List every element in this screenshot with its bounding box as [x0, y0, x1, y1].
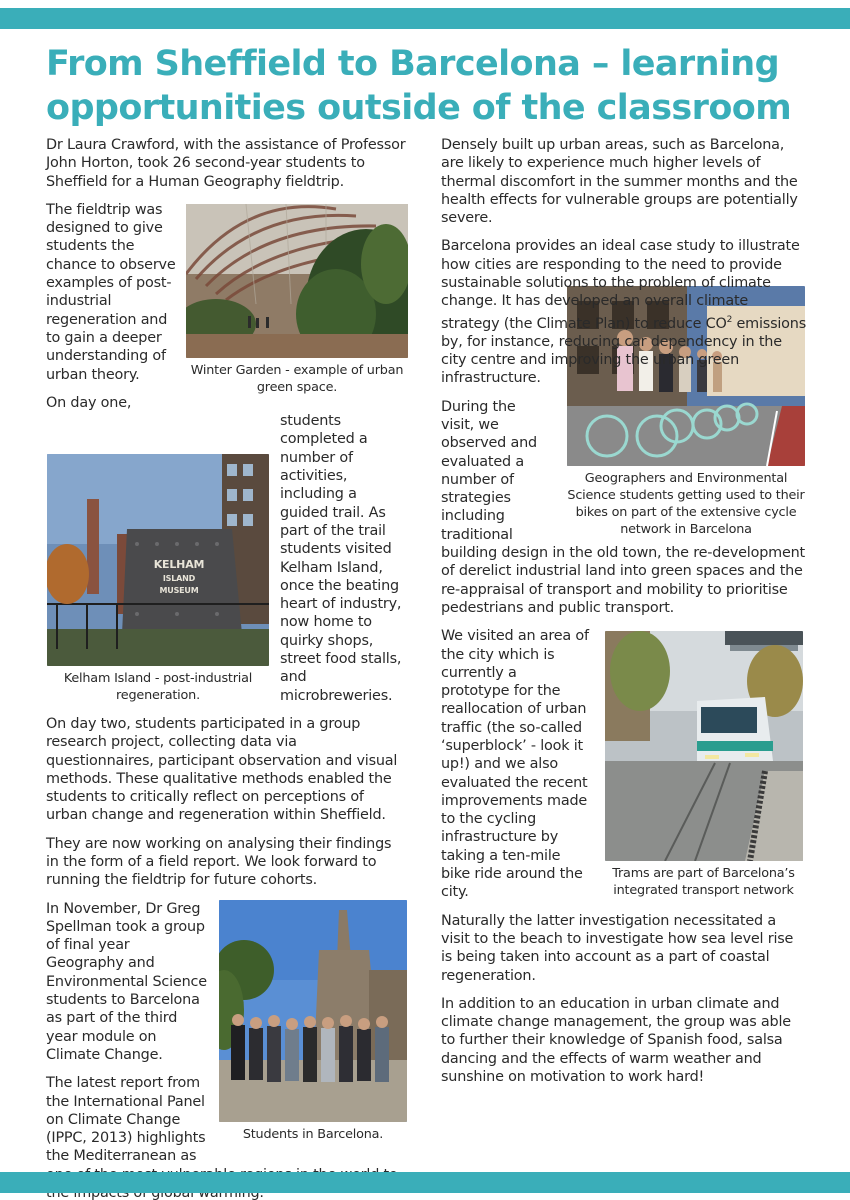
sign-line-1: KELHAM [153, 558, 205, 572]
kelham-island-caption: Kelham Island - post-industrial regeneration. [63, 671, 253, 704]
fieldtrip-paragraph: The fieldtrip was designed to give students the chance to observe examples of post-industrial regeneration and to gain a deeper understanding of urban theory. [46, 201, 176, 383]
students-barcelona-caption: Students in Barcelona. [242, 1126, 384, 1142]
ipcc-paragraph: The latest report from the International Panel on Climate Change (IPPC, 2013) highlights the Mediterranean as [46, 1075, 206, 1165]
top-accent-bar [0, 8, 850, 29]
trams-photo [605, 631, 803, 861]
superblock-paragraph: We visited an area of the city which is currently a prototype for the reallocation of urban traffic (the so-called ‘superblock’ - look it up!) and we also evaluated the recent improvements made to the cycling infrastructure by taking a ten-mile bike ride around the city. [441, 628, 589, 901]
education-paragraph: In addition to an education in urban climate and climate change management, the group was able to further their knowledge of Spanish food, salsa dancing and the effects of warm weather and sunshine on motivation to work hard! [441, 995, 791, 1086]
article-title: From Sheffield to Barcelona – learning opportunities outside of the classroom [46, 44, 792, 128]
kelham-island-figure [46, 454, 270, 704]
left-column [46, 136, 408, 1200]
bikes-caption: Geographers and Environmental Science students getting used to their bikes on part of the extensive cycle network in Barcelona [567, 470, 805, 537]
day-two-paragraph: On day two, students participated in a group research project, collecting data via questionnaires, participant observation and visual methods. These qualitative methods enabled the students to critically reflect on perceptions of urban change and regeneration within Sheffield. [46, 715, 398, 824]
analysing-paragraph: They are now working on analysing their findings in the form of a field report. We look forward to running the fieldtrip for future cohorts. [46, 835, 392, 889]
november-paragraph: In November, Dr Greg Spellman took a group of final year Geography and Environmental Science students to Barcelona as part of the third year module on Climate Change. [46, 900, 207, 1063]
day-one-paragraph: students completed a number of activities, including a guided trail. As part of the trail students visited Kelham Island, once the beating heart of industry, now home to quirky shops, street food stalls, and microbreweries. [280, 413, 402, 704]
students-barcelona-photo [219, 900, 407, 1122]
bottom-accent-bar [0, 1172, 850, 1193]
winter-garden-photo [186, 204, 408, 358]
trams-figure [601, 631, 806, 899]
sign-line-3: MUSEUM [159, 586, 199, 596]
visit-paragraph: During the visit, we observed and evaluated a number of strategies including traditional building design in the old town, the re-development of derelict industrial land into green spaces and the re-appraisal of transport and mobility to prioritise pedestrians and public transport. [441, 398, 805, 616]
sign-line-2: ISLAND [162, 574, 196, 584]
beach-paragraph: Naturally the latter investigation necessitated a visit to the beach to investigate how sea level rise is being taken into account as a part of coastal regeneration. [441, 912, 794, 984]
co2-subscript: 2 [726, 314, 733, 325]
students-barcelona-figure [218, 900, 408, 1143]
dense-paragraph: Densely built up urban areas, such as Barcelona, are likely to experience much higher levels of thermal discomfort in the summer months and the health effects for vulnerable groups are potentially severe. [441, 137, 798, 227]
trams-caption: Trams are part of Barcelona’s integrated transport network [612, 866, 795, 899]
winter-garden-figure [186, 204, 408, 396]
day-one-lead: On day one, [46, 394, 132, 411]
winter-garden-caption: Winter Garden - example of urban green space. [190, 362, 404, 395]
climate-plan-text-a: Barcelona provides an ideal case study to illustrate how cities are responding to the need to provide sustainable solutions to the problem of climate change. It has developed an overall climate strategy (the Climate Plan) to reduce CO [441, 238, 800, 332]
kelham-island-photo [47, 454, 269, 666]
right-column [441, 136, 806, 1096]
intro-paragraph: Dr Laura Crawford, with the assistance of Professor John Horton, took 26 second-year students to Sheffield for a Human Geography fieldtrip. [46, 137, 406, 190]
climate-plan-text-b: emissions by, for instance, reducing car dependency in the city centre and improving the urban green infrastructure. [441, 315, 807, 387]
